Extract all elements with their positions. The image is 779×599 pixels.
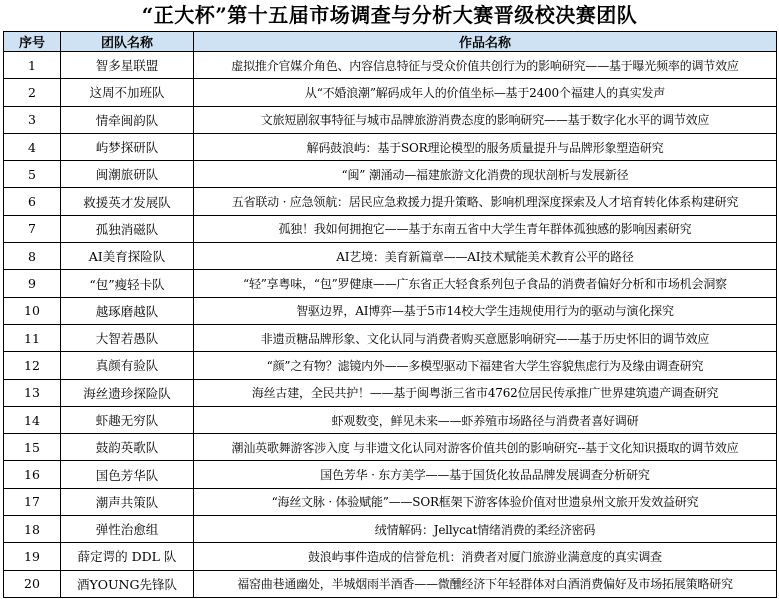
cell-team: AI美育探险队 [61,243,194,270]
cell-team: 情牵闽韵队 [61,106,194,133]
cell-work: 五省联动 · 应急领航：居民应急救援力提升策略、影响机理深度探索及人才培育转化体系构建研究 [194,188,777,215]
cell-no: 3 [4,106,61,133]
cell-work: 潮汕英歌舞游客涉入度 与非遗文化认同对游客价值共创的影响研究--基于文化知识摄取的调节效应 [194,434,777,461]
table-row [4,52,777,79]
table-body [4,52,777,598]
cell-no: 5 [4,161,61,188]
cell-work: 福窑曲巷通幽处，半城烟雨半酒香——微醺经济下年轻群体对白酒消费偏好及市场拓展策略研究 [194,570,777,597]
table-row [4,133,777,160]
header-work: 作品名称 [194,32,777,52]
cell-no: 18 [4,516,61,543]
cell-team: 这周不加班队 [61,79,194,106]
cell-team: 虾趣无穷队 [61,406,194,433]
table-row [4,461,777,488]
table-row [4,570,777,597]
cell-work: 智驱边界，AI博弈—基于5市14校大学生违规使用行为的驱动与演化探究 [194,297,777,324]
cell-work: 绒情解码：Jellycat情绪消费的柔经济密码 [194,516,777,543]
cell-no: 17 [4,488,61,515]
table-row [4,243,777,270]
cell-no: 16 [4,461,61,488]
header-team: 团队名称 [61,32,194,52]
table-row [4,106,777,133]
table-row [4,379,777,406]
cell-work: 解码鼓浪屿：基于SOR理论模型的服务质量提升与品牌形象塑造研究 [194,133,777,160]
cell-work: 海丝古建，全民共护！——基于闽粤浙三省市4762位居民传承推广世界建筑遗产调查研究 [194,379,777,406]
cell-work: 孤独！我如何拥抱它——基于东南五省中大学生青年群体孤独感的影响因素研究 [194,215,777,242]
cell-team: 海丝遗珍探险队 [61,379,194,406]
cell-team: 国色芳华队 [61,461,194,488]
cell-team: 潮声共策队 [61,488,194,515]
cell-team: 鼓韵英歌队 [61,434,194,461]
cell-no: 15 [4,434,61,461]
table-row [4,488,777,515]
cell-work: “轻”享粤味，“包”罗健康——广东省正大轻食系列包子食品的消费者偏好分析和市场机会洞察 [194,270,777,297]
cell-no: 8 [4,243,61,270]
cell-work: 虚拟推介官媒介角色、内容信息特征与受众价值共创行为的影响研究——基于曝光频率的调节效应 [194,52,777,79]
table-row [4,270,777,297]
cell-no: 6 [4,188,61,215]
table-row [4,79,777,106]
table-row [4,324,777,351]
table-row [4,434,777,461]
cell-team: “包”瘦轻卡队 [61,270,194,297]
cell-team: 薛定谔的 DDL 队 [61,543,194,570]
cell-no: 14 [4,406,61,433]
cell-team: 孤独消磁队 [61,215,194,242]
cell-work: AI艺境：美育新篇章——AI技术赋能美术教育公平的路径 [194,243,777,270]
header-no: 序号 [4,32,61,52]
cell-no: 10 [4,297,61,324]
cell-work: 虾观数变，鲜见未来——虾养殖市场路径与消费者喜好调研 [194,406,777,433]
cell-no: 11 [4,324,61,351]
cell-work: 文旅短剧叙事特征与城市品牌旅游消费态度的影响研究——基于数字化水平的调节效应 [194,106,777,133]
teams-table [3,31,777,598]
cell-work: 国色芳华 · 东方美学——基于国货化妆品品牌发展调查分析研究 [194,461,777,488]
cell-no: 19 [4,543,61,570]
cell-work: “颜”之有物？滤镜内外——多模型驱动下福建省大学生容貌焦虑行为及缘由调查研究 [194,352,777,379]
cell-no: 12 [4,352,61,379]
cell-team: 救援英才发展队 [61,188,194,215]
table-row [4,161,777,188]
table-row [4,215,777,242]
cell-no: 9 [4,270,61,297]
cell-no: 2 [4,79,61,106]
cell-work: 从“不婚浪潮”解码成年人的价值坐标—基于2400个福建人的真实发声 [194,79,777,106]
cell-team: 弹性治愈组 [61,516,194,543]
table-row [4,188,777,215]
table-row [4,516,777,543]
cell-team: 酒YOUNG先锋队 [61,570,194,597]
table-header-row [4,32,777,52]
cell-work: 鼓浪屿事件造成的信誉危机：消费者对厦门旅游业满意度的真实调查 [194,543,777,570]
cell-no: 20 [4,570,61,597]
cell-team: 大智若愚队 [61,324,194,351]
cell-team: 智多星联盟 [61,52,194,79]
cell-no: 4 [4,133,61,160]
cell-team: 真颜有验队 [61,352,194,379]
cell-team: 屿梦探研队 [61,133,194,160]
cell-work: 非遗贡糖品牌形象、文化认同与消费者购买意愿影响研究——基于历史怀旧的调节效应 [194,324,777,351]
cell-no: 1 [4,52,61,79]
table-row [4,543,777,570]
cell-team: 闽潮旅研队 [61,161,194,188]
cell-team: 越琢磨越队 [61,297,194,324]
cell-work: “海丝文脉 · 体验赋能”——SOR框架下游客体验价值对世遗泉州文旅开发效益研究 [194,488,777,515]
table-row [4,352,777,379]
cell-no: 13 [4,379,61,406]
cell-work: “闽” 潮涌动—福建旅游文化消费的现状剖析与发展新径 [194,161,777,188]
table-row [4,297,777,324]
page-title: “正大杯”第十五届市场调查与分析大赛晋级校决赛团队 [141,3,638,27]
table-row [4,406,777,433]
cell-no: 7 [4,215,61,242]
